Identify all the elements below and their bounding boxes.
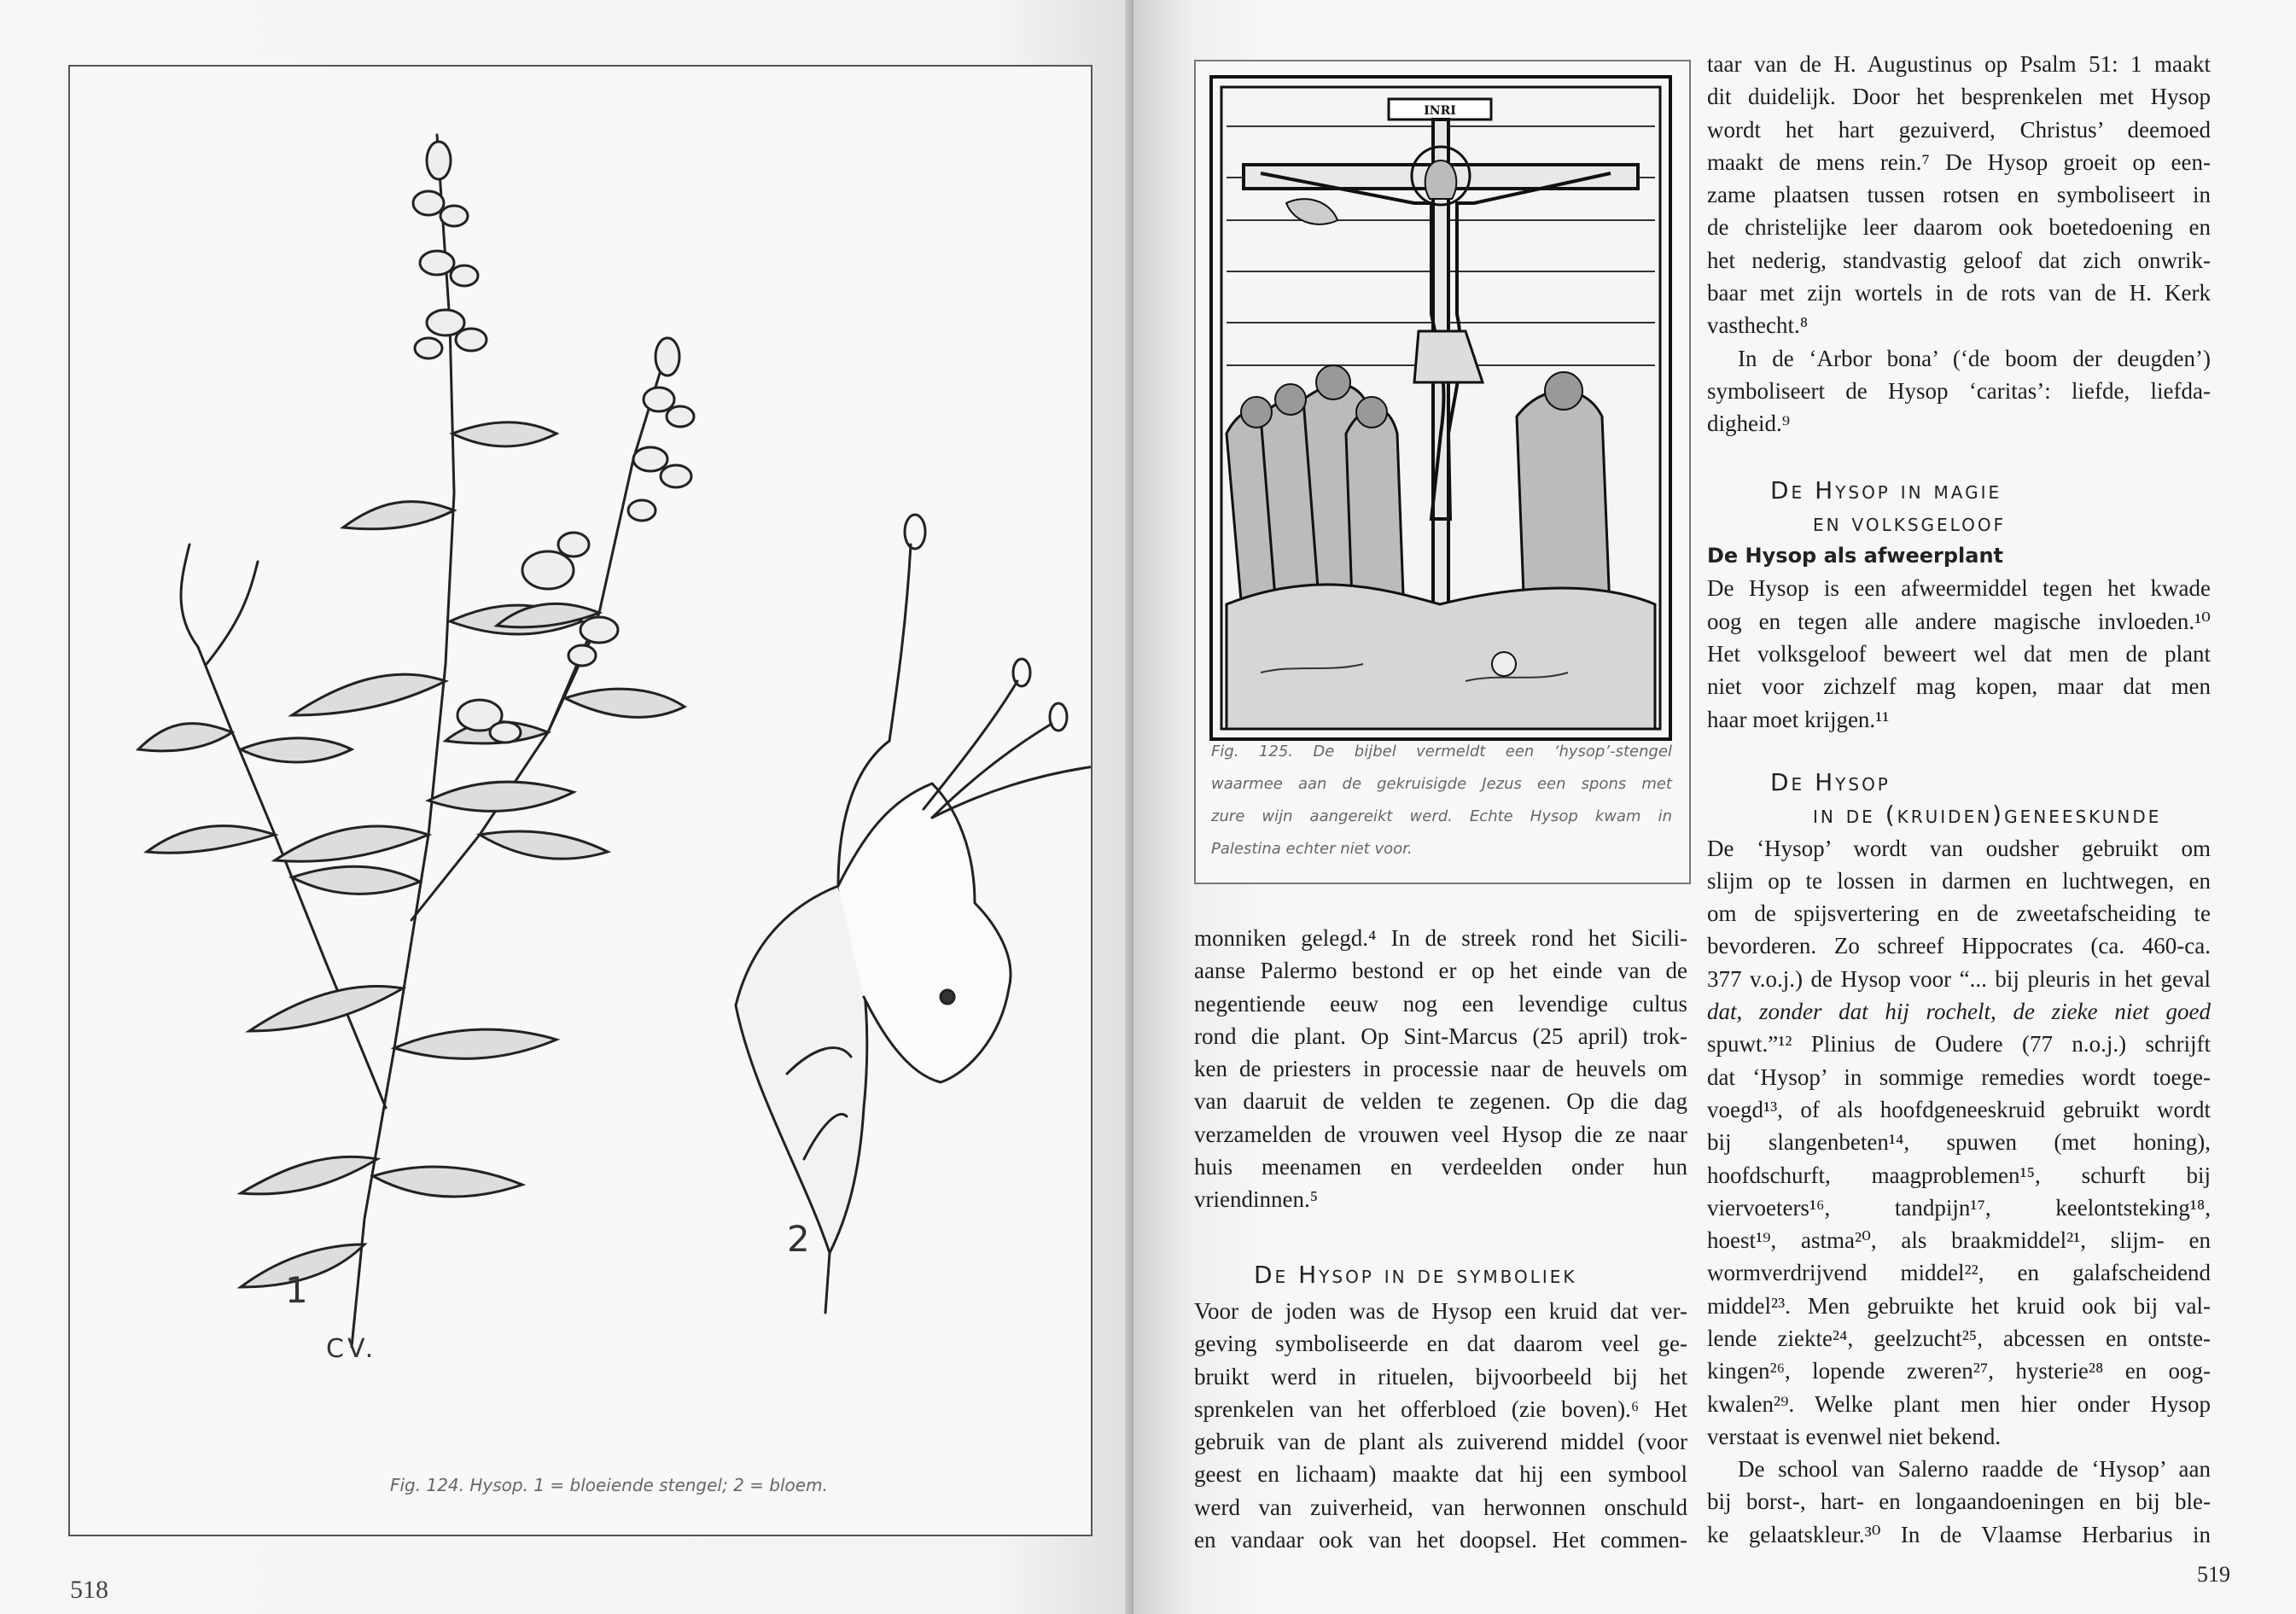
text-line: vasthecht.⁸: [1707, 312, 1809, 339]
text-line: geest en lichaam) maakte dat hij een symbool: [1194, 1461, 1687, 1488]
text-line: haar moet krijgen.¹¹: [1707, 706, 1890, 732]
paragraph: [1707, 832, 2211, 1454]
text-line: de christelijke leer daarom ook boetedoening en: [1707, 214, 2211, 241]
text-line: ken de priesters in processie naar de heuvels om: [1194, 1056, 1687, 1082]
text-line: rond die plant. Op Sint-Marcus (25 april) trok-: [1194, 1023, 1687, 1049]
text-line: Voor de joden was de Hysop een kruid dat ver-: [1194, 1297, 1687, 1324]
heading-line: in de (kruiden)geneeskunde: [1813, 801, 2162, 830]
text-line: negentiende eeuw nog een levendige cultus: [1194, 990, 1687, 1017]
heading-line: en volksgeloof: [1813, 508, 2007, 537]
text-line: ke gelaatskleur.³⁰ In de Vlaamse Herbarius in: [1707, 1521, 2211, 1547]
paragraph: [1707, 342, 2211, 440]
text-line: hoofdschurft, maagproblemen¹⁵, schurft bij: [1707, 1162, 2211, 1188]
caption-line: zure wijn aangereikt werd. Echte Hysop kwam in: [1211, 807, 1672, 825]
section-heading-geneeskunde: [1707, 766, 2211, 832]
text-line: dat, zonder dat hij rochelt, de zieke niet goed: [1707, 999, 2211, 1025]
text-line: sprenkelen van het offerbloed (zie boven).⁶ Het: [1194, 1395, 1687, 1422]
figure-125-frame: [1194, 60, 1691, 884]
cross-inscription: INRI: [1424, 104, 1456, 118]
text-line: geving symboliseerde en dat daarom veel ge-: [1194, 1331, 1687, 1357]
caption-line: Palestina echter niet voor.: [1211, 840, 1413, 858]
text-line: bij borst-, hart- en longaandoeningen en bij ble-: [1707, 1489, 2211, 1515]
figure-label-2: 2: [787, 1218, 810, 1260]
text-line: en vandaar ook van het doopsel. Het commen-: [1194, 1527, 1687, 1553]
figure-124-frame: [68, 65, 1093, 1536]
text-line: maakt de mens rein.⁷ De Hysop groeit op een-: [1707, 149, 2211, 175]
text-line: vriendinnen.⁵: [1194, 1186, 1319, 1213]
text-line: spuwt.”¹² Plinius de Oudere (77 n.o.j.) schrijft: [1707, 1031, 2211, 1058]
text-line: De school van Salerno raadde de ‘Hysop’ aan: [1738, 1456, 2211, 1483]
text-line: bruikt werd in rituelen, bijvoorbeeld bij het: [1194, 1363, 1687, 1390]
text-line: De Hysop is een afweermiddel tegen het kwade: [1707, 575, 2211, 602]
text-line: bevorderen. Zo schreef Hippocrates (ca. 460-ca.: [1707, 933, 2211, 959]
text-line: dit duidelijk. Door het besprenkelen met Hysop: [1707, 84, 2211, 110]
paragraph: [1194, 922, 1687, 1216]
section-heading-magie: [1707, 475, 2211, 540]
caption-line: Fig. 125. De bijbel vermeldt een ‘hysop’-stengel: [1211, 743, 1672, 760]
right-page: [1133, 0, 2296, 1614]
right-column: [1707, 48, 2211, 1551]
crucifixion-woodcut: [1209, 75, 1672, 741]
text-line: kingen²⁶, lopende zweren²⁷, hysterie²⁸ en oog-: [1707, 1358, 2211, 1384]
hyssop-illustration: [70, 67, 1091, 1432]
text-line: voegd¹³, of als hoofdgeneeskruid gebruikt wordt: [1707, 1096, 2211, 1122]
figure-label-1: 1: [285, 1269, 308, 1311]
figure-124-caption: Fig. 124. Hysop. 1 = bloeiende stengel; 2 = bloem.: [390, 1475, 828, 1495]
text-line: lende ziekte²⁴, geelzucht²⁵, abcessen en ontste-: [1707, 1325, 2211, 1351]
heading-line: De Hysop in magie: [1770, 475, 2002, 504]
text-line: digheid.⁹: [1707, 411, 1791, 437]
text-line: aanse Palermo bestond er op het einde van de: [1194, 958, 1687, 984]
text-line: monniken gelegd.⁴ In de streek rond het Sicili-: [1194, 925, 1687, 951]
left-page: [0, 0, 1133, 1614]
heading-line: De Hysop: [1770, 767, 1891, 796]
caption-line: waarmee aan de gekruisigde Jezus een spons met: [1211, 775, 1672, 793]
text-line: van daaruit de velden te zegenen. Op die dag: [1194, 1088, 1687, 1115]
paragraph: [1194, 1295, 1687, 1556]
subheading-afweerplant: De Hysop als afweerplant: [1707, 544, 2004, 568]
page-number-right: 519: [2197, 1562, 2230, 1587]
text-line: kwalen²⁹. Welke plant men hier onder Hysop: [1707, 1390, 2211, 1417]
text-line: In de ‘Arbor bona’ (‘de boom der deugden’): [1738, 345, 2211, 371]
text-line: om de spijsvertering en de zweetafscheiding te: [1707, 900, 2211, 927]
text-line: zame plaatsen tussen rotsen en symboliseert in: [1707, 182, 2211, 208]
text-line: hoest¹⁹, astma²⁰, als braakmiddel²¹, slijm- en: [1707, 1227, 2211, 1254]
middle-column: [1194, 922, 1687, 1556]
text-line: niet voor zichzelf mag kopen, maar dat men: [1707, 673, 2211, 700]
text-line: wormverdrijvend middel²², en galafscheidend: [1707, 1260, 2211, 1286]
text-line: verzamelden de vrouwen veel Hysop die ze naar: [1194, 1121, 1687, 1147]
paragraph: [1707, 572, 2211, 735]
text-line: middel²³. Men gebruikte het kruid ook bij val-: [1707, 1292, 2211, 1319]
text-line: 377 v.o.j.) de Hysop voor “... bij pleuris in het geval: [1707, 965, 2211, 992]
text-line: symboliseert de Hysop ‘caritas’: liefde, liefda-: [1707, 377, 2211, 404]
page-number-left: 518: [70, 1576, 108, 1604]
section-heading-symboliek: De Hysop in de symboliek: [1254, 1260, 1577, 1289]
text-line: gebruik van de plant als zuiverend middel (voor: [1194, 1429, 1687, 1455]
illustrator-signature: CV.: [326, 1334, 377, 1364]
text-line: huis meenamen en verdeelden onder hun: [1194, 1154, 1687, 1180]
text-line: werd van zuiverheid, van herwonnen onschuld: [1194, 1494, 1687, 1520]
text-line: baar met zijn wortels in de rots van de H. Kerk: [1707, 280, 2211, 306]
text-line: oog en tegen alle andere magische invloeden.¹⁰: [1707, 608, 2211, 634]
text-line: bij slangenbeten¹⁴, spuwen (met honing),: [1707, 1129, 2211, 1156]
text-line: slijm op te lossen in darmen en luchtwegen, en: [1707, 867, 2211, 894]
text-line: het nederig, standvastig geloof dat zich onwrik-: [1707, 247, 2211, 273]
text-line: wordt het hart gezuiverd, Christus’ deemoed: [1707, 116, 2211, 143]
text-line: viervoeters¹⁶, tandpijn¹⁷, keelontsteking¹⁸,: [1707, 1194, 2211, 1221]
figure-125-caption: [1211, 736, 1672, 865]
paragraph: [1707, 48, 2211, 342]
paragraph: [1707, 1453, 2211, 1551]
text-line: taar van de H. Augustinus op Psalm 51: 1 maakt: [1707, 51, 2211, 77]
text-line: De ‘Hysop’ wordt van oudsher gebruikt om: [1707, 835, 2211, 861]
text-line: Het volksgeloof beweert wel dat men de plant: [1707, 641, 2211, 667]
text-line: verstaat is evenwel niet bekend.: [1707, 1423, 2002, 1449]
text-line: dat ‘Hysop’ in sommige remedies wordt toege-: [1707, 1063, 2211, 1090]
